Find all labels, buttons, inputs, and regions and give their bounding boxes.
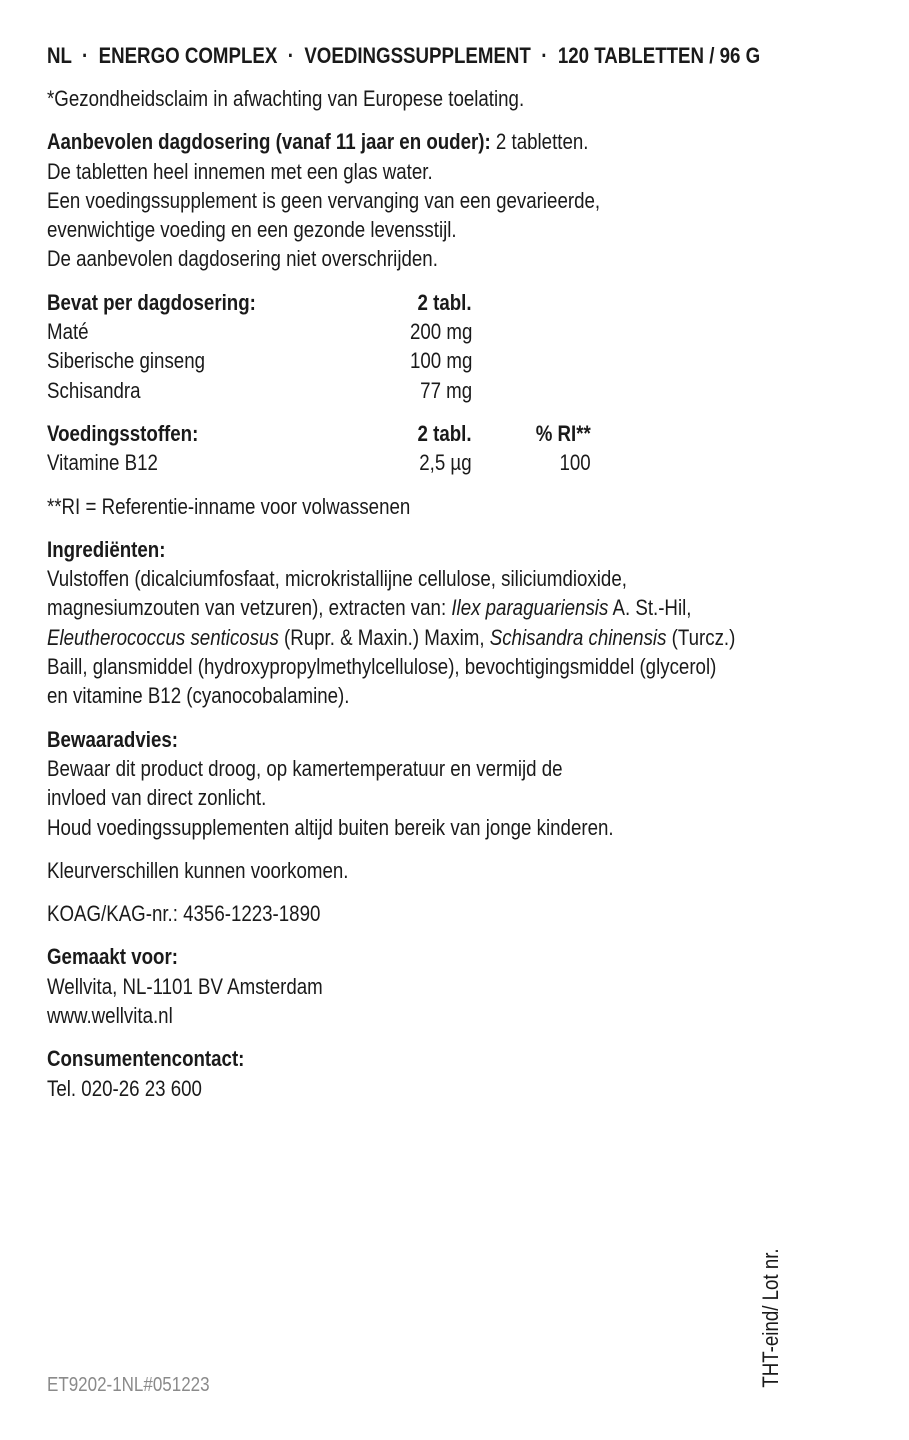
header-type: VOEDINGSSUPPLEMENT (304, 43, 531, 68)
dosage-line: Een voedingssupplement is geen vervanging van een gevarieerde, (47, 187, 601, 213)
ingredients-line: Baill, glansmiddel (hydroxypropylmethylcellulose), bevochtigingsmiddel (glycerol) (47, 654, 717, 680)
contains-header-row: Bevat per dagdosering: 2 tabl. (47, 289, 472, 315)
ingredients-line: Eleutherococcus senticosus (Rupr. & Maxin.) Maxim, Schisandra chinensis (Turcz.) (47, 624, 736, 650)
ingredients-line: Vulstoffen (dicalciumfosfaat, microkristallijne cellulose, siliciumdioxide, (47, 566, 627, 592)
storage-line: Houd voedingssupplementen altijd buiten bereik van jonge kinderen. (47, 814, 614, 840)
nutrients-table (47, 419, 847, 478)
dosage-section (47, 127, 847, 273)
claim-note: *Gezondheidsclaim in afwachting van Europese toelating. (47, 86, 525, 111)
color-note: Kleurverschillen kunnen voorkomen. (47, 857, 349, 883)
table-row: Schisandra 77 mg (47, 377, 472, 403)
ingredients-heading: Ingrediënten: (47, 536, 166, 562)
header-lang: NL (47, 43, 72, 68)
contact-heading: Consumentencontact: (47, 1046, 245, 1072)
nutrients-header-row: Voedingsstoffen: 2 tabl. % RI** (47, 420, 591, 446)
dosage-line: evenwichtige voeding en een gezonde levensstijl. (47, 217, 457, 243)
label-text (47, 40, 847, 1103)
storage-line: invloed van direct zonlicht. (47, 785, 267, 811)
ri-note: **RI = Referentie-inname voor volwassenen (47, 493, 411, 519)
dosage-label: Aanbevolen dagdosering (vanaf 11 jaar en ouder): (47, 129, 491, 155)
ingredients-line: en vitamine B12 (cyanocobalamine). (47, 683, 350, 709)
footer-code: ET9202-1NL#051223 (47, 1374, 210, 1396)
table-row: Vitamine B12 2,5 µg 100 (47, 450, 591, 476)
storage-line: Bewaar dit product droog, op kamertemperatuur en vermijd de (47, 755, 563, 781)
contains-table (47, 288, 847, 405)
storage-section (47, 725, 847, 842)
koag-number: KOAG/KAG-nr.: 4356-1223-1890 (47, 901, 321, 927)
contact-phone: Tel. 020-26 23 600 (47, 1075, 202, 1101)
contact-section (47, 1044, 847, 1103)
dosage-line: De tabletten heel innemen met een glas water. (47, 158, 433, 184)
header-product: ENERGO COMPLEX (98, 43, 278, 68)
expiry-lot-label: THT-eind/ Lot nr. (758, 1248, 783, 1388)
made-for-section (47, 942, 847, 1030)
dosage-line: De aanbevolen dagdosering niet overschrijden. (47, 246, 438, 272)
ingredients-line: magnesiumzouten van vetzuren), extracten van: Ilex paraguariensis A. St.-Hil, (47, 595, 692, 621)
ingredients-section (47, 535, 847, 711)
header-contents: 120 TABLETTEN / 96 G (557, 43, 761, 68)
table-row: Siberische ginseng 100 mg (47, 348, 472, 374)
made-for-heading: Gemaakt voor: (47, 944, 178, 970)
table-row: Maté 200 mg (47, 319, 472, 345)
dosage-value: 2 tabletten. (490, 129, 589, 155)
made-for-website: www.wellvita.nl (47, 1003, 173, 1029)
label-header: NL · ENERGO COMPLEX · VOEDINGSSUPPLEMENT · 120 TABLETTEN / 96 G (47, 43, 761, 68)
storage-heading: Bewaaradvies: (47, 726, 178, 752)
made-for-address: Wellvita, NL-1101 BV Amsterdam (47, 973, 323, 999)
